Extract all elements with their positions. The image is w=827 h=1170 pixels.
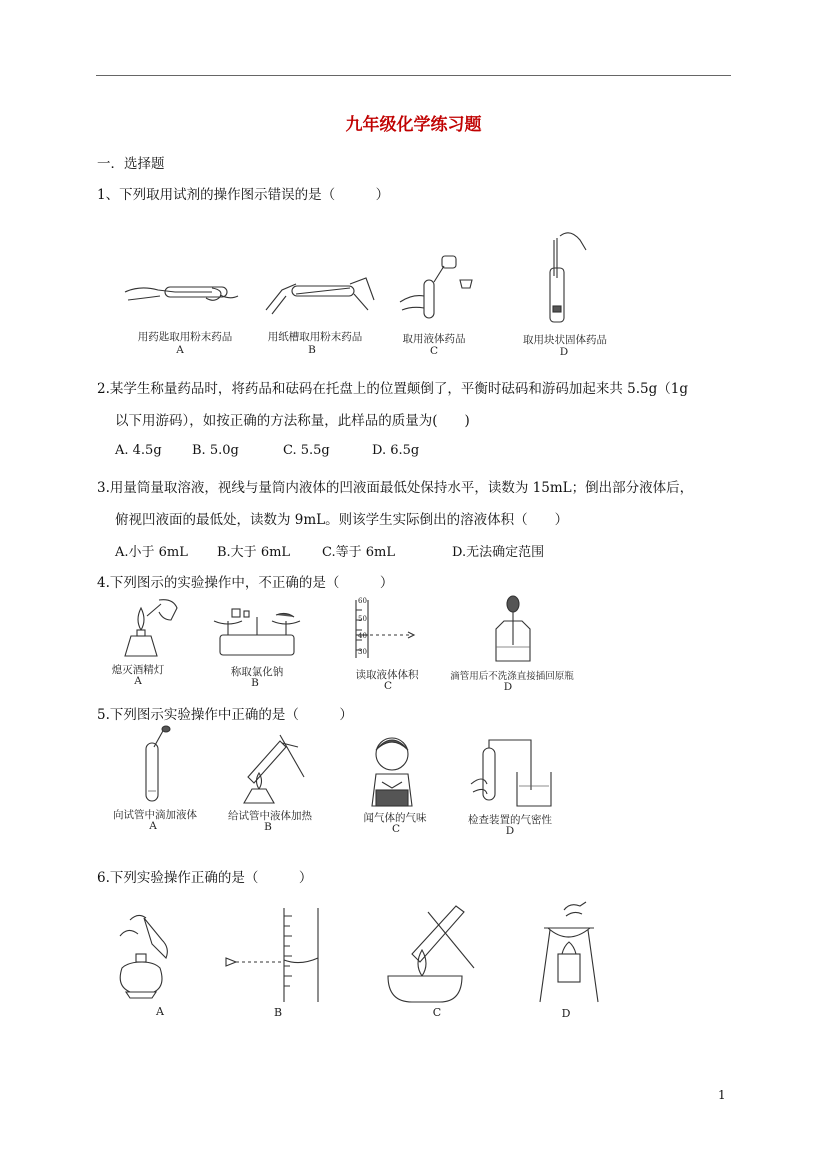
q6-letter-c: C [432, 1006, 442, 1019]
q6-letter-d: D [561, 1007, 571, 1020]
question-2-option-a: A. 4.5g [115, 443, 162, 458]
q4-letter-a: A [134, 675, 142, 687]
q6-letter-b: B [273, 1006, 283, 1019]
question-3-stem-line-1: 3.用量筒量取溶液，视线与量筒内液体的凹液面最低处保持水平，读数为 15mL；倒出部分液体后， [97, 480, 694, 496]
question-3-option-b: B.大于 6mL [217, 545, 291, 560]
q4-caption-d: 滴管用后不洗涤直接插回原瓶 [450, 671, 574, 682]
q4-figure-a-extinguish-lamp [115, 598, 185, 660]
q5-figure-d-airtightness [465, 738, 555, 808]
q5-caption-b: 给试管中液体加热 [228, 810, 312, 822]
page-title: 九年级化学练习题 [345, 115, 482, 135]
q5-letter-c: C [391, 823, 401, 835]
q1-figure-c-liquid [398, 250, 478, 325]
q4-caption-a: 熄灭酒精灯 [111, 664, 165, 676]
question-2-option-b: B. 5.0g [192, 443, 239, 458]
q4-tick-30: 30 [358, 648, 367, 656]
q6-letter-a: A [156, 1005, 164, 1018]
q5-caption-c: 闻气体的气味 [363, 812, 427, 824]
header-rule [96, 75, 731, 76]
q4-letter-c: C [383, 680, 393, 692]
question-4-stem: 4.下列图示的实验操作中，不正确的是（ ） [97, 575, 394, 591]
q4-tick-40: 40 [358, 632, 367, 640]
question-2-stem-line-2: 以下用游码），如按正确的方法称量，此样品的质量为( ) [115, 413, 470, 429]
question-2-stem-line-1: 2.某学生称量药品时，将药品和砝码在托盘上的位置颠倒了，平衡时砝码和游码加起来共 5.5g（1g [97, 381, 689, 397]
q1-figure-a-spoon [120, 270, 250, 320]
q1-letter-a: A [176, 344, 184, 356]
q4-caption-b: 称取氯化钠 [230, 666, 284, 678]
question-2-option-c: C. 5.5g [283, 443, 330, 458]
question-3-option-d: D.无法确定范围 [452, 545, 545, 560]
q5-letter-d: D [505, 825, 515, 837]
question-3-stem-line-2: 俯视凹液面的最低处，读数为 9mL。则该学生实际倒出的溶液体积（ ） [115, 512, 569, 528]
q1-letter-b: B [308, 344, 316, 356]
q5-caption-d: 检查装置的气密性 [468, 814, 552, 826]
q4-letter-b: B [251, 677, 259, 689]
q1-figure-b-paper-trough [262, 270, 382, 320]
q1-figure-d-block-solid [530, 228, 590, 326]
q1-caption-d: 取用块状固体药品 [523, 334, 607, 346]
section-heading: 一．选择题 [97, 156, 165, 172]
question-6-stem: 6.下列实验操作正确的是（ ） [97, 870, 313, 886]
question-3-option-a: A.小于 6mL [115, 545, 188, 560]
q1-caption-b: 用纸槽取用粉末药品 [267, 331, 363, 343]
q5-caption-a: 向试管中滴加液体 [113, 809, 197, 821]
q4-tick-50: 50 [358, 615, 367, 623]
q1-caption-a: 用药匙取用粉末药品 [137, 331, 233, 343]
q1-letter-c: C [429, 345, 439, 357]
question-1-stem: 1、下列取用试剂的操作图示错误的是（ ） [97, 187, 390, 203]
page-number: 1 [718, 1088, 726, 1102]
q4-letter-d: D [503, 681, 513, 693]
q4-caption-c: 读取液体体积 [355, 669, 419, 681]
q5-letter-b: B [264, 821, 272, 833]
q6-figure-a-lamp-lighting [108, 908, 178, 1002]
q6-figure-d-evaporating [534, 898, 604, 1004]
question-3-option-c: C.等于 6mL [322, 545, 395, 560]
q4-figure-b-balance [210, 603, 300, 658]
q5-letter-a: A [149, 820, 157, 832]
q1-caption-c: 取用液体药品 [402, 333, 466, 345]
q6-figure-c-heating [382, 898, 482, 1008]
q4-figure-d-dropper-bottle [488, 595, 538, 665]
question-2-option-d: D. 6.5g [372, 443, 420, 458]
q5-figure-c-smell-gas [362, 732, 422, 808]
q6-figure-b-cylinder-reading [222, 906, 322, 1006]
q5-figure-b-heat-tube [230, 725, 310, 805]
q5-figure-a-dropper-tube [140, 725, 180, 805]
q1-letter-d: D [559, 346, 569, 358]
q4-tick-60: 60 [358, 597, 367, 605]
question-5-stem: 5.下列图示实验操作中正确的是（ ） [97, 707, 353, 723]
